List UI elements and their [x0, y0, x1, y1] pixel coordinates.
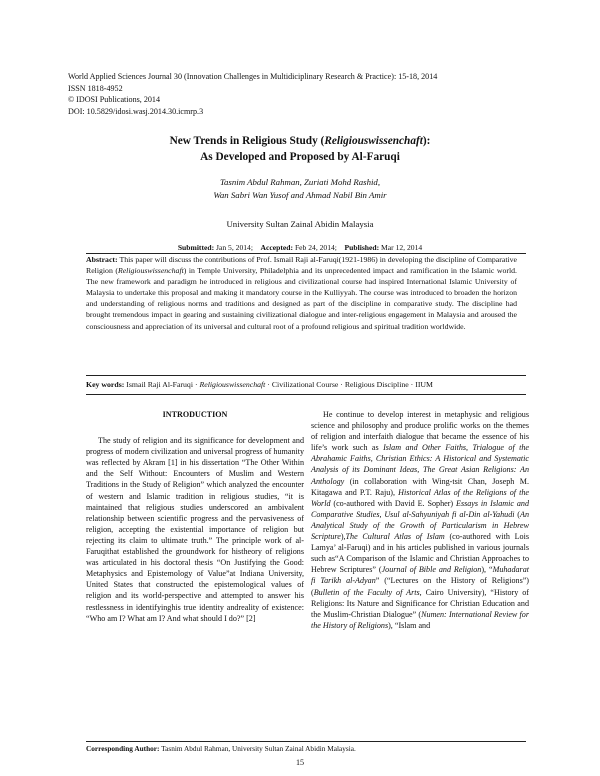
paper-title: [0, 134, 600, 165]
footer-rule: [86, 741, 526, 742]
works-paragraph: He continue to develop interest in metaphysic and religious science and philosophy and produce prolific works on the themes of religion and interfaith dialogue that became the essence of his life’s work such as Islam and Other Faiths, Trialogue of the Abrahamic Faiths, Christian Ethics: A Historical and Systematic Analysis of its Dominant Ideas, The Great Asian Religions: An Anthology (in collaboration with Wing-tsit Chan, Joseph M. Kitagawa and P.T. Raju), Historical Atlas of the Religions of the World (co-authored with David E. Sopher) Essays in Islamic and Comparative Studies, Usul al-Sahyuniyah fi al-Din al-Yahudi (An Analytical Study of the Growth of Particularism in Hebrew Scripture),The Cultural Atlas of Islam (co-authored with Lois Lamya’ al-Faruqi) and in his articles published in various journals such as“A Comparison of the Islamic and Christian Approaches to Hebrew Scriptures” (Journal of Bible and Religion), “Muhadarat fi Tarikh al-Adyan” (“Lectures on the History of Religions”) (Bulletin of the Faculty of Arts, Cairo University), “History of Religions: Its Nature and Significance for Christian Education and the Muslim-Christian Dialogue” (Numen: International Review for the History of Religions), “Islam and: [311, 410, 530, 630]
title-line-2: As Developed and Proposed by Al-Faruqi: [200, 150, 400, 163]
abstract-bottom-rule: [86, 375, 526, 376]
authors-line-1: Tasnim Abdul Rahman, Zuriati Mohd Rashid,: [219, 177, 381, 187]
submission-dates: Submitted: Jan 5, 2014; Accepted: Feb 24, 2014; Published: Mar 12, 2014: [177, 243, 423, 252]
keywords-label: Key words:: [86, 380, 125, 389]
authors-line-2: Wan Sabri Wan Yusof and Ahmad Nabil Bin Amir: [213, 190, 387, 201]
keywords-bottom-rule: [86, 394, 526, 395]
corresponding-author: Corresponding Author: Tasnim Abdul Rahman, University Sultan Zainal Abidin Malaysia.: [86, 744, 356, 753]
copyright: © IDOSI Publications, 2014: [68, 95, 161, 105]
affiliation: University Sultan Zainal Abidin Malaysia: [226, 219, 374, 229]
keywords: Key words: Ismail Raji Al-Faruqi · Religiouswissenchaft · Civilizational Course · Religious Discipline · IIUM: [86, 380, 433, 389]
authors: [0, 176, 600, 202]
abstract-label: Abstract:: [86, 255, 118, 264]
left-column: [86, 409, 304, 624]
issn: ISSN 1818-4952: [68, 83, 123, 93]
doi: DOI: 10.5829/idosi.wasj.2014.30.icmrp.3: [68, 106, 204, 116]
right-column: [311, 409, 529, 631]
page-number: 15: [295, 758, 305, 767]
title-line-1: New Trends in Religious Study (Religiouswissenchaft):: [169, 135, 431, 147]
intro-paragraph: The study of religion and its significance for development and progress of modern civilization and universal progress of humanity was reflected by Akram [1] in his dissertation “The Other Within and the Self Without: Encounters of Muslim and Western Traditions in the Study of Religion” which analyzed the encounter of western and Islamic tradition in religious studies, “it is maintained that religious studies underscored an ambivalent relationship between scientific progress and the pervasiveness of religion, accepting the existential importance of religion but rejecting its claim to ultimate truth.” The principle work of al-Faruqithat established the groundwork for histheory of religions was articulated in his doctoral thesis “On Justifying the Good: Metaphysics and Epistemology of Value”at Indiana University, United States that constructed the epistemological values of religion and its world-perspective and attempted to answer his restlessness in identifyinghis true identity andreality of existence: “Who am I? What am I? And what should I do?” [2]: [86, 436, 304, 623]
abstract: Abstract: This paper will discuss the contributions of Prof. Ismail Raji al-Faruqi(1921-1986) in developing the discipline of Comparative Religion (Religiouswissenchaft) in Temple University, Philadelphia and its unprecedented impact and ramification in the Islamic world. The new framework and paradigm he introduced in religious and civilizational course had inspired International Islamic University of Malaysia to undertake this proposal and making it mandatory course in the Kulliyyah. The course was introduced to broaden the horizon and understanding of religious norms and traditions and designed as part of the discipline in comparative study. The discipline had brought tremendous impact in gearing and sustaining civilizational dialogue and inter-religious engagement in Malaysia and aroused the consciousness and appreciation of its universal and cultural root of a profound religious and spiritual tradition worldwide.: [86, 255, 518, 331]
section-heading-introduction: INTRODUCTION: [162, 410, 228, 419]
journal-citation: World Applied Sciences Journal 30 (Innovation Challenges in Multidiciplinary Research & Practice): 15-18, 2014: [68, 72, 438, 81]
journal-header: [68, 71, 437, 117]
